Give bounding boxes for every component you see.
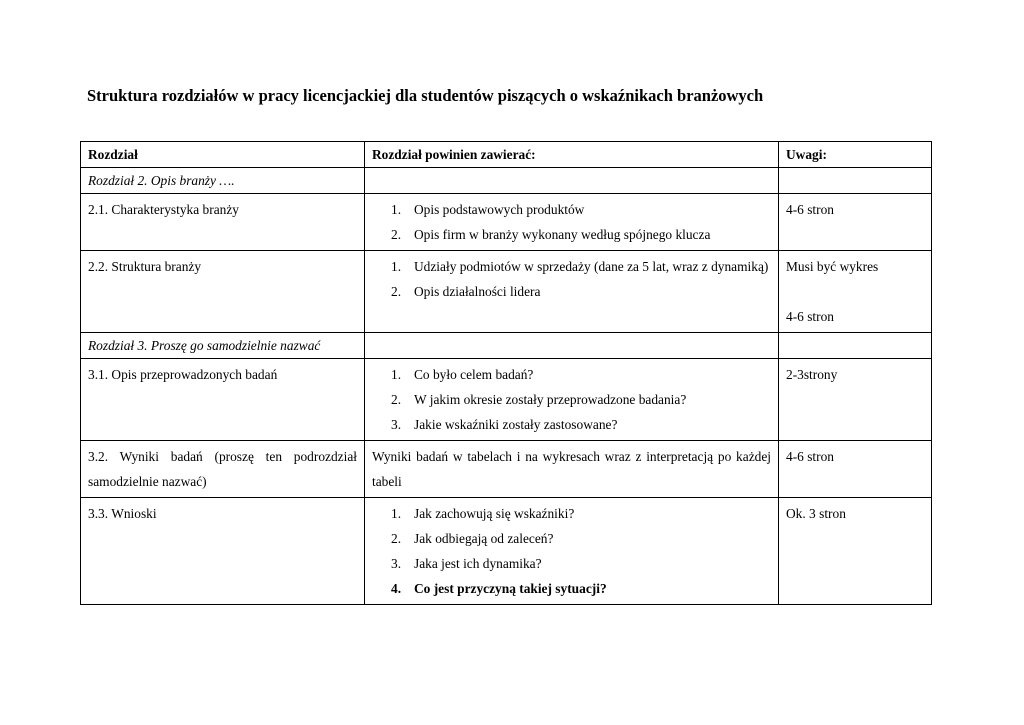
chapter-structure-table [80, 141, 932, 605]
document-title: Struktura rozdziałów w pracy licencjackiej dla studentów piszących o wskaźnikach branżowych [87, 86, 764, 105]
chapter-cell: 2.2. Struktura branży [81, 251, 365, 333]
list-item: 1. Co było celem badań? [391, 367, 534, 382]
content-cell: Wyniki badań w tabelach i na wykresach wraz z interpretacją po każdej tabeli [365, 441, 779, 498]
content-list [372, 197, 771, 247]
list-item: 2. Opis firm w branży wykonany według spójnego klucza [391, 227, 711, 242]
list-item: 1. Opis podstawowych produktów [391, 202, 585, 217]
note-chart-required: Musi być wykres [786, 259, 879, 274]
list-item: 1. Udziały podmiotów w sprzedaży (dane za 5 lat, wraz z dynamiką) [391, 259, 769, 274]
list-item: 2. Opis działalności lidera [391, 284, 541, 299]
chapter-cell: 3.2. Wyniki badań (proszę ten podrozdział samodzielnie nazwać) [81, 441, 365, 498]
chapter-cell: 3.3. Wnioski [81, 498, 365, 605]
chapter-cell: 3.1. Opis przeprowadzonych badań [81, 359, 365, 441]
list-item: 3. Jaka jest ich dynamika? [391, 556, 542, 571]
notes-cell: 2-3strony [779, 359, 932, 441]
notes-cell: 4-6 stron [779, 194, 932, 251]
list-item: 2. W jakim okresie zostały przeprowadzone badania? [391, 392, 687, 407]
table-row [81, 333, 932, 359]
notes-cell [779, 333, 932, 359]
content-cell [365, 498, 779, 605]
notes-cell: 4-6 stron [779, 441, 932, 498]
content-list [372, 362, 771, 437]
list-item: 4. Co jest przyczyną takiej sytuacji? [391, 581, 607, 596]
content-cell [365, 168, 779, 194]
header-chapter: Rozdział [81, 142, 365, 168]
chapter-cell: Rozdział 2. Opis branży …. [81, 168, 365, 194]
table-row [81, 441, 932, 498]
chapter-cell: Rozdział 3. Proszę go samodzielnie nazwać [81, 333, 365, 359]
content-list [372, 254, 771, 304]
table-header-row [81, 142, 932, 168]
header-content: Rozdział powinien zawierać: [365, 142, 779, 168]
content-list [372, 501, 771, 601]
note-page-count: 4-6 stron [786, 309, 834, 324]
table-row [81, 168, 932, 194]
table-row [81, 359, 932, 441]
notes-cell [779, 251, 932, 333]
header-notes: Uwagi: [779, 142, 932, 168]
chapter-cell: 2.1. Charakterystyka branży [81, 194, 365, 251]
content-cell [365, 359, 779, 441]
list-item: 1. Jak zachowują się wskaźniki? [391, 506, 575, 521]
table-row [81, 498, 932, 605]
table-row [81, 251, 932, 333]
notes-cell: Ok. 3 stron [779, 498, 932, 605]
content-cell [365, 194, 779, 251]
content-cell [365, 251, 779, 333]
list-item: 2. Jak odbiegają od zaleceń? [391, 531, 554, 546]
list-item: 3. Jakie wskaźniki zostały zastosowane? [391, 417, 618, 432]
notes-cell [779, 168, 932, 194]
table-row [81, 194, 932, 251]
content-cell [365, 333, 779, 359]
